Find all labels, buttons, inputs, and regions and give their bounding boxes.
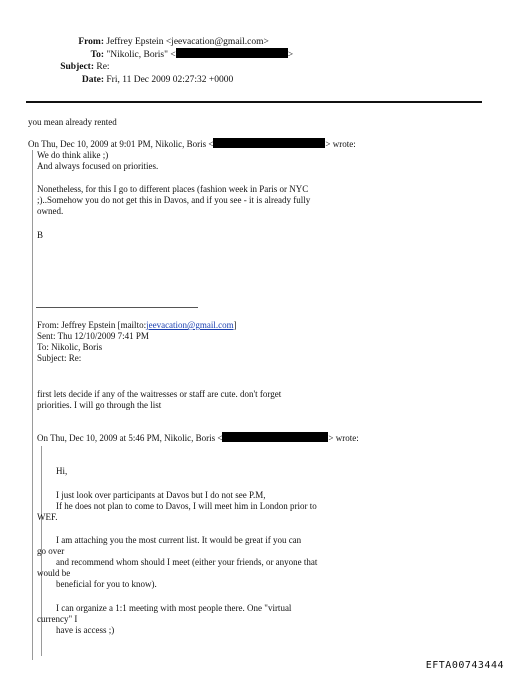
quote3-p2-line2: go over <box>37 546 65 556</box>
quote1-para-line1: Nonetheless, for this I go to different places (fashion week in Paris or NYC <box>37 184 309 194</box>
header-from <box>44 36 269 48</box>
header-divider <box>26 101 482 103</box>
date-label: Date: <box>81 75 104 85</box>
quote3-p2-line4: would be <box>37 568 71 578</box>
from-value: Jeffrey Epstein <jeevacation@gmail.com> <box>106 37 269 47</box>
to-end: > <box>287 50 294 60</box>
redaction-box <box>213 138 325 148</box>
quote3-p3-line1: I can organize a 1:1 meeting with most people there. One "virtual <box>56 603 292 613</box>
to-value: "Nikolic, Boris" < <box>106 50 176 60</box>
quote3-greeting: Hi, <box>56 466 68 476</box>
from-label: From: <box>78 37 104 47</box>
quote1-intro <box>28 138 356 150</box>
quote2-subject-line: Subject: Re: <box>37 353 82 363</box>
quote3-p1-line2: If he does not plan to come to Davos, I will meet him in London prior to <box>56 501 317 511</box>
quote2-body-line2: priorities. I will go through the list <box>37 400 162 410</box>
quote1-line1: We do think alike ;) <box>37 150 109 160</box>
quote3-p1-line3: WEF. <box>37 512 58 522</box>
quote3-intro <box>37 432 359 444</box>
quote2-from-end: ] <box>233 320 237 330</box>
quote3-p2-line1: I am attaching you the most current list. It would be great if you can <box>56 535 302 545</box>
header-subject <box>44 61 110 73</box>
quote1-para-line3: owned. <box>37 206 64 216</box>
quote2-from-line <box>37 320 237 331</box>
quote3-p1-line1: I just look over participants at Davos but I do not see P.M, <box>56 490 266 500</box>
quote2-sent-line: Sent: Thu 12/10/2009 7:41 PM <box>37 331 149 341</box>
quote1-signoff: B <box>37 230 44 240</box>
quote2-body-line1: first lets decide if any of the waitresses or staff are cute. don't forget <box>37 389 282 399</box>
quote1-line2: And always focused on priorities. <box>37 161 159 171</box>
document-id: EFTA00743444 <box>425 660 504 671</box>
quote3-intro-start: On Thu, Dec 10, 2009 at 5:46 PM, Nikolic, Boris < <box>37 433 223 443</box>
email-link[interactable]: jeevacation@gmail.com <box>146 320 234 330</box>
header-date <box>44 74 233 86</box>
redaction-box <box>176 48 288 58</box>
quote3-p2-line3: and recommend whom should I meet (either your friends, or anyone that <box>56 557 318 567</box>
reply-text: you mean already rented <box>28 117 117 127</box>
quote1-para-line2: ;)..Somehow you do not get this in Davos, and if you see - it is already fully <box>37 195 311 205</box>
quote3-p2-line5: beneficial for you to know). <box>56 579 157 589</box>
subject-value: Re: <box>96 62 110 72</box>
quote2-to-line: To: Nikolic, Boris <box>37 342 103 352</box>
quote3-intro-end: > wrote: <box>328 433 359 443</box>
quote-bar-outer <box>32 150 33 660</box>
redaction-box <box>222 432 328 442</box>
quote1-intro-start: On Thu, Dec 10, 2009 at 9:01 PM, Nikolic, Boris < <box>28 139 214 149</box>
message-separator <box>36 307 198 308</box>
quote1-intro-end: > wrote: <box>325 139 356 149</box>
subject-label: Subject: <box>60 62 94 72</box>
quote2-from-start: From: Jeffrey Epstein [mailto: <box>37 320 147 330</box>
date-value: Fri, 11 Dec 2009 02:27:32 +0000 <box>106 75 234 85</box>
quote3-p3-line2: currency" I <box>37 614 78 624</box>
to-label: To: <box>90 50 104 60</box>
header-to <box>44 48 293 61</box>
quote3-p3-line3: have is access ;) <box>56 625 115 635</box>
